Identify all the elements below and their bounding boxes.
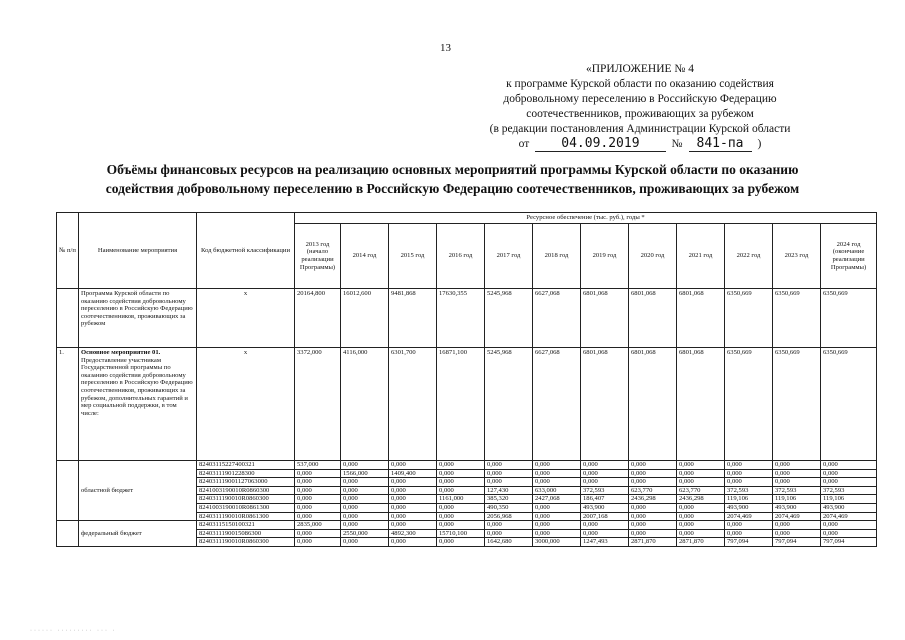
appendix-date-line: [470, 137, 810, 152]
federal-value: 0,000: [677, 521, 725, 530]
appendix-line-1: «ПРИЛОЖЕНИЕ № 4: [585, 63, 694, 75]
regional-value: 0,000: [629, 478, 677, 487]
federal-value: 0,000: [773, 529, 821, 538]
event-num: 1.: [57, 348, 79, 461]
federal-code: 8240311190015086300: [197, 529, 295, 538]
header-resources: Ресурсное обеспечение (тыс. руб.), годы *: [295, 213, 877, 224]
regional-num-empty: [57, 461, 79, 521]
federal-value: 0,000: [629, 529, 677, 538]
event-value: 6350,669: [773, 348, 821, 461]
federal-value: 0,000: [485, 529, 533, 538]
regional-value: 2007,168: [581, 512, 629, 521]
number-prefix: №: [671, 138, 683, 150]
federal-value: 0,000: [295, 538, 341, 547]
financial-table: [56, 212, 877, 547]
regional-value: 0,000: [821, 461, 877, 470]
regional-value: 2427,068: [533, 495, 581, 504]
regional-value: 385,320: [485, 495, 533, 504]
header-year-2: 2015 год: [389, 224, 437, 289]
regional-value: 1566,000: [341, 469, 389, 478]
regional-value: 633,000: [533, 486, 581, 495]
regional-value: 2056,968: [485, 512, 533, 521]
regional-value: 0,000: [389, 486, 437, 495]
header-year-4: 2017 год: [485, 224, 533, 289]
regional-value: 493,900: [773, 503, 821, 512]
regional-value: 0,000: [437, 503, 485, 512]
regional-value: 0,000: [389, 495, 437, 504]
regional-value: 0,000: [629, 469, 677, 478]
appendix-line-3: добровольному переселению в Российскую Федерацию: [503, 93, 777, 105]
regional-value: 0,000: [341, 478, 389, 487]
program-row: [57, 289, 877, 348]
table-body: [57, 289, 877, 547]
federal-value: 0,000: [821, 521, 877, 530]
regional-value: 0,000: [341, 461, 389, 470]
federal-value: 4892,300: [389, 529, 437, 538]
regional-value: 0,000: [437, 478, 485, 487]
regional-value: 0,000: [821, 478, 877, 487]
regional-value: 0,000: [341, 503, 389, 512]
federal-row: [57, 521, 877, 530]
regional-value: 0,000: [629, 503, 677, 512]
regional-value: 0,000: [725, 461, 773, 470]
regional-value: 0,000: [533, 469, 581, 478]
regional-value: 490,350: [485, 503, 533, 512]
federal-code: 8240311190010R0860300: [197, 538, 295, 547]
federal-value: 0,000: [821, 529, 877, 538]
federal-value: 1247,493: [581, 538, 629, 547]
regional-value: 0,000: [341, 495, 389, 504]
federal-value: 797,094: [773, 538, 821, 547]
program-value: 6350,669: [821, 289, 877, 348]
program-value: 6801,068: [677, 289, 725, 348]
event-value: 6301,700: [389, 348, 437, 461]
federal-value: 0,000: [677, 529, 725, 538]
decree-number: 841-па: [689, 137, 752, 152]
regional-value: 623,770: [629, 486, 677, 495]
regional-value: 537,000: [295, 461, 341, 470]
header-year-6: 2019 год: [581, 224, 629, 289]
header-year-9: 2022 год: [725, 224, 773, 289]
regional-value: 0,000: [773, 478, 821, 487]
federal-value: 0,000: [725, 521, 773, 530]
event-value: 6801,068: [677, 348, 725, 461]
regional-value: 0,000: [389, 503, 437, 512]
federal-value: 2835,000: [295, 521, 341, 530]
header-num: № п/п: [57, 213, 79, 289]
regional-value: 0,000: [389, 461, 437, 470]
federal-value: 0,000: [773, 521, 821, 530]
regional-value: 119,106: [773, 495, 821, 504]
regional-value: 0,000: [677, 461, 725, 470]
regional-value: 0,000: [485, 478, 533, 487]
program-value: 6350,669: [773, 289, 821, 348]
regional-value: 0,000: [533, 461, 581, 470]
regional-value: 372,593: [773, 486, 821, 495]
regional-value: 186,407: [581, 495, 629, 504]
regional-value: 0,000: [773, 469, 821, 478]
regional-value: 119,106: [725, 495, 773, 504]
federal-value: 0,000: [485, 521, 533, 530]
event-value: 4116,000: [341, 348, 389, 461]
event-name: [79, 348, 197, 461]
regional-value: 0,000: [581, 469, 629, 478]
regional-value: 0,000: [821, 469, 877, 478]
regional-value: 0,000: [485, 469, 533, 478]
regional-value: 0,000: [677, 478, 725, 487]
regional-value: 0,000: [485, 461, 533, 470]
program-value: 6801,068: [629, 289, 677, 348]
event-value: 16871,100: [437, 348, 485, 461]
federal-value: 0,000: [437, 538, 485, 547]
federal-value: 2871,870: [677, 538, 725, 547]
event-row: [57, 348, 877, 461]
document-title: [30, 160, 875, 198]
header-year-10: 2023 год: [773, 224, 821, 289]
event-value: 6627,068: [533, 348, 581, 461]
regional-value: 0,000: [581, 461, 629, 470]
regional-value: 0,000: [581, 478, 629, 487]
regional-value: 0,000: [437, 486, 485, 495]
regional-code: 8240311190010R0860300: [197, 495, 295, 504]
federal-code: 82403115150100321: [197, 521, 295, 530]
program-value: 6801,068: [581, 289, 629, 348]
federal-value: 0,000: [341, 538, 389, 547]
regional-value: 0,000: [295, 478, 341, 487]
close-bracket: ): [757, 138, 762, 150]
header-name: Наименование мероприятия: [79, 213, 197, 289]
event-value: 6801,068: [581, 348, 629, 461]
federal-label: федеральный бюджет: [79, 521, 197, 547]
regional-label: областной бюджет: [79, 461, 197, 521]
header-year-5: 2018 год: [533, 224, 581, 289]
program-value: 6627,068: [533, 289, 581, 348]
regional-code: 8241003190010R0860300: [197, 486, 295, 495]
regional-value: 0,000: [295, 512, 341, 521]
program-value: 9481,868: [389, 289, 437, 348]
regional-value: 0,000: [437, 469, 485, 478]
federal-value: 2871,870: [629, 538, 677, 547]
federal-value: 0,000: [629, 521, 677, 530]
program-code: х: [197, 289, 295, 348]
header-year-0: 2013 год (начало реализации Программы): [295, 224, 341, 289]
regional-value: 2074,469: [821, 512, 877, 521]
regional-value: 0,000: [773, 461, 821, 470]
regional-code: 824031119001127063000: [197, 478, 295, 487]
regional-code: 82403111901228300: [197, 469, 295, 478]
regional-value: 0,000: [629, 512, 677, 521]
federal-value: 797,094: [725, 538, 773, 547]
page-number: 13: [440, 42, 451, 54]
regional-value: 372,593: [725, 486, 773, 495]
decree-date: 04.09.2019: [535, 137, 665, 152]
appendix-block: [470, 62, 810, 152]
regional-value: 0,000: [341, 512, 389, 521]
regional-value: 1161,000: [437, 495, 485, 504]
header-year-1: 2014 год: [341, 224, 389, 289]
regional-code: 8240311190010R0861300: [197, 512, 295, 521]
federal-value: 0,000: [581, 529, 629, 538]
regional-value: 127,430: [485, 486, 533, 495]
regional-value: 2074,469: [773, 512, 821, 521]
regional-value: 0,000: [677, 512, 725, 521]
regional-value: 0,000: [341, 486, 389, 495]
regional-code: 82403115227400321: [197, 461, 295, 470]
header-code: Код бюджетной классификации: [197, 213, 295, 289]
regional-value: 0,000: [677, 503, 725, 512]
regional-value: 0,000: [533, 478, 581, 487]
regional-value: 0,000: [295, 486, 341, 495]
federal-value: 0,000: [725, 529, 773, 538]
regional-row: [57, 461, 877, 470]
regional-value: 0,000: [437, 461, 485, 470]
regional-value: 623,770: [677, 486, 725, 495]
regional-value: 0,000: [295, 469, 341, 478]
regional-value: 2074,469: [725, 512, 773, 521]
federal-value: 0,000: [437, 521, 485, 530]
federal-value: 0,000: [533, 529, 581, 538]
federal-value: 0,000: [533, 521, 581, 530]
regional-value: 0,000: [725, 469, 773, 478]
event-value: 6801,068: [629, 348, 677, 461]
federal-value: 15710,100: [437, 529, 485, 538]
federal-value: 1642,680: [485, 538, 533, 547]
regional-value: 493,900: [581, 503, 629, 512]
regional-value: 0,000: [437, 512, 485, 521]
federal-value: 0,000: [389, 521, 437, 530]
event-value: 6350,669: [725, 348, 773, 461]
event-value: 5245,968: [485, 348, 533, 461]
program-value: 17630,355: [437, 289, 485, 348]
federal-value: 0,000: [295, 529, 341, 538]
header-year-11: 2024 год (окончание реализации Программы): [821, 224, 877, 289]
event-value: 3372,000: [295, 348, 341, 461]
regional-value: 0,000: [533, 512, 581, 521]
footer-mark: ······ ········· ··· ·: [30, 628, 117, 634]
regional-code: 8241003190010R0861300: [197, 503, 295, 512]
header-year-3: 2016 год: [437, 224, 485, 289]
regional-value: 372,593: [821, 486, 877, 495]
program-value: 16012,600: [341, 289, 389, 348]
event-code: х: [197, 348, 295, 461]
regional-value: 0,000: [295, 495, 341, 504]
regional-value: 1409,400: [389, 469, 437, 478]
event-name-bold: Основное мероприятие 01.: [81, 349, 161, 356]
regional-value: 0,000: [389, 512, 437, 521]
federal-num-empty: [57, 521, 79, 547]
regional-value: 0,000: [629, 461, 677, 470]
regional-value: 119,106: [821, 495, 877, 504]
date-prefix: от: [518, 138, 530, 150]
program-num: [57, 289, 79, 348]
program-value: 20164,800: [295, 289, 341, 348]
title-line-2: содействия добровольному переселению в Российскую Федерацию соотечественников, проживающих за рубежом: [105, 181, 800, 196]
appendix-line-5: (в редакции постановления Администрации Курской области: [489, 123, 791, 135]
event-value: 6350,669: [821, 348, 877, 461]
appendix-line-2: к программе Курской области по оказанию содействия: [506, 78, 774, 90]
federal-value: 0,000: [341, 521, 389, 530]
program-value: 5245,968: [485, 289, 533, 348]
regional-value: 0,000: [725, 478, 773, 487]
title-line-1: Объёмы финансовых ресурсов на реализацию основных мероприятий программы Курской области по оказанию: [106, 162, 799, 177]
regional-value: 493,900: [821, 503, 877, 512]
federal-value: 0,000: [581, 521, 629, 530]
program-value: 6350,669: [725, 289, 773, 348]
federal-value: 797,094: [821, 538, 877, 547]
federal-value: 3000,000: [533, 538, 581, 547]
regional-value: 493,900: [725, 503, 773, 512]
header-year-8: 2021 год: [677, 224, 725, 289]
regional-value: 2436,298: [677, 495, 725, 504]
regional-value: 2436,298: [629, 495, 677, 504]
regional-value: 0,000: [533, 503, 581, 512]
header-year-7: 2020 год: [629, 224, 677, 289]
federal-value: 0,000: [389, 538, 437, 547]
appendix-line-4: соотечественников, проживающих за рубежом: [526, 108, 754, 120]
program-name: Программа Курской области по оказанию содействия добровольному переселению в Российскую Федерацию соотечественников, проживающих за рубежом: [79, 289, 197, 348]
event-name-rest: Предоставление участникам Государственной программы по оказанию содействия добровольному переселению в Российскую Федерацию соотечественников, проживающих за рубежом, дополнительных гарантий и мер социальной поддержки, в том числе:: [81, 356, 193, 417]
federal-value: 2550,000: [341, 529, 389, 538]
regional-value: 0,000: [389, 478, 437, 487]
regional-value: 0,000: [677, 469, 725, 478]
regional-value: 372,593: [581, 486, 629, 495]
regional-value: 0,000: [295, 503, 341, 512]
